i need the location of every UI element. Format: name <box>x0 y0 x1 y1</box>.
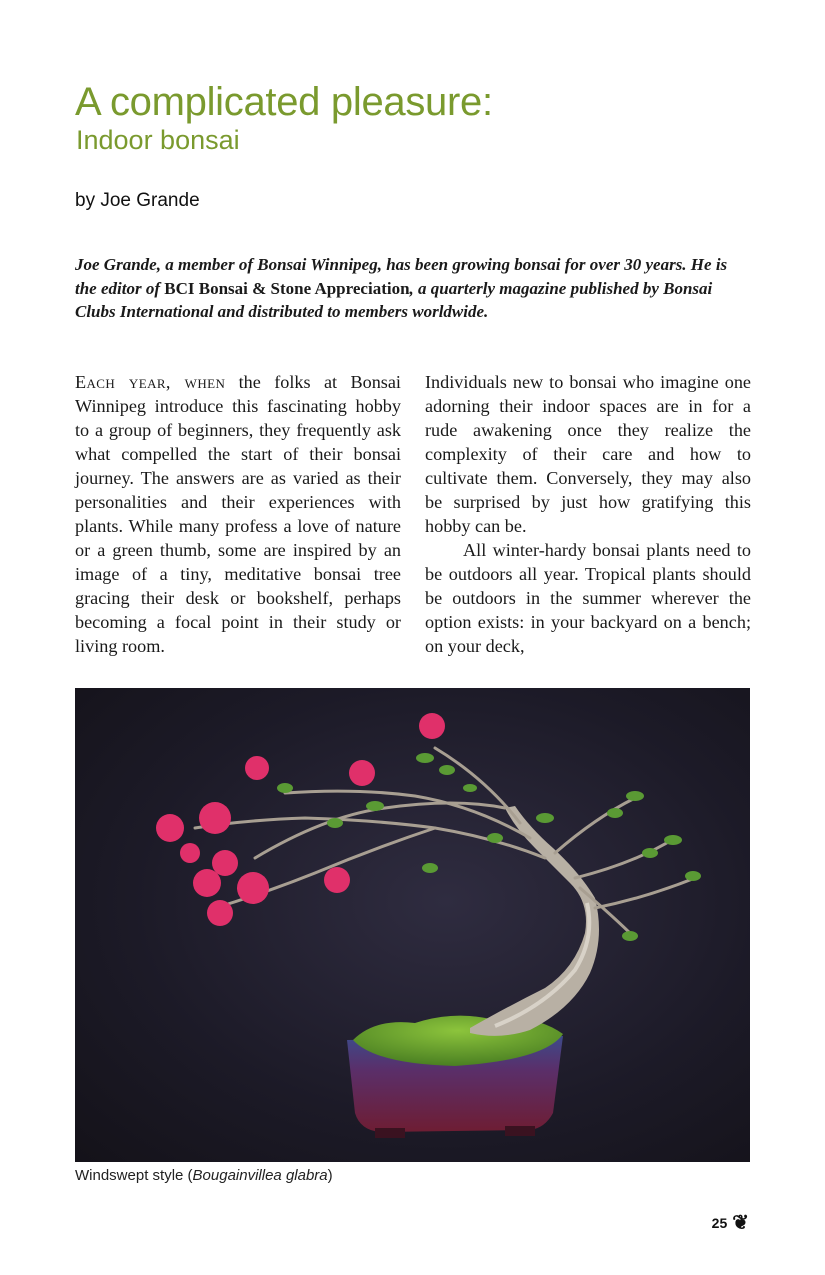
column-right <box>425 370 751 658</box>
intro-text-2: , a quarterly magazine published by Bonsai Clubs International and distributed to members worldwide. <box>75 278 713 321</box>
bonsai-photo <box>75 688 750 1162</box>
article-subtitle: Indoor bonsai <box>76 125 240 155</box>
caption-species: Bougainvillea glabra <box>192 1167 328 1184</box>
caption-suffix: ) <box>327 1167 333 1184</box>
lead-in: Each year, when <box>75 372 226 392</box>
caption-prefix: Windswept style ( <box>75 1167 193 1184</box>
column-left <box>75 370 401 658</box>
article-title: A complicated pleasure: <box>75 80 493 124</box>
pot-foot-right <box>505 1126 535 1136</box>
page-number: 25 <box>711 1215 728 1231</box>
paragraph-1 <box>75 370 401 658</box>
byline: by Joe Grande <box>75 190 200 211</box>
fleuron-icon: ❦ <box>732 1212 749 1234</box>
branches <box>195 748 695 938</box>
intro-text-1: Joe Grande, a member of Bonsai Winnipeg, has been growing bonsai for over 30 years. He is the editor of <box>75 255 728 298</box>
page-footer <box>712 1213 749 1233</box>
bonsai-illustration <box>75 688 750 1162</box>
author-intro <box>75 253 751 324</box>
paragraph-3: All winter-hardy bonsai plants need to be outdoors all year. Tropical plants should be outdoors in the summer wherever the option exists: in your backyard on a bench; on your deck, <box>425 540 751 656</box>
paragraph-2: Individuals new to bonsai who imagine one adorning their indoor spaces are in for a rude awakening once they realize the complexity of their care and how to cultivate them. Conversely, they may also be surprised by just how gratifying this hobby can be. <box>425 372 751 536</box>
paragraph-1-text: the folks at Bonsai Winnipeg introduce this fascinating hobby to a group of beginners, they frequently ask what compelled the start of their bonsai journey. The answers are as varied as their personalities and their experiences with plants. While many profess a love of nature or a green thumb, some are inspired by an image of a tiny, meditative bonsai tree gracing their desk or bookshelf, perhaps becoming a focal point in their study or living room. <box>75 372 401 656</box>
publication-name: BCI Bonsai & Stone Appreciation <box>164 278 410 298</box>
photo-caption <box>75 1166 333 1186</box>
pot-foot-left <box>375 1128 405 1138</box>
leaves <box>277 753 701 941</box>
